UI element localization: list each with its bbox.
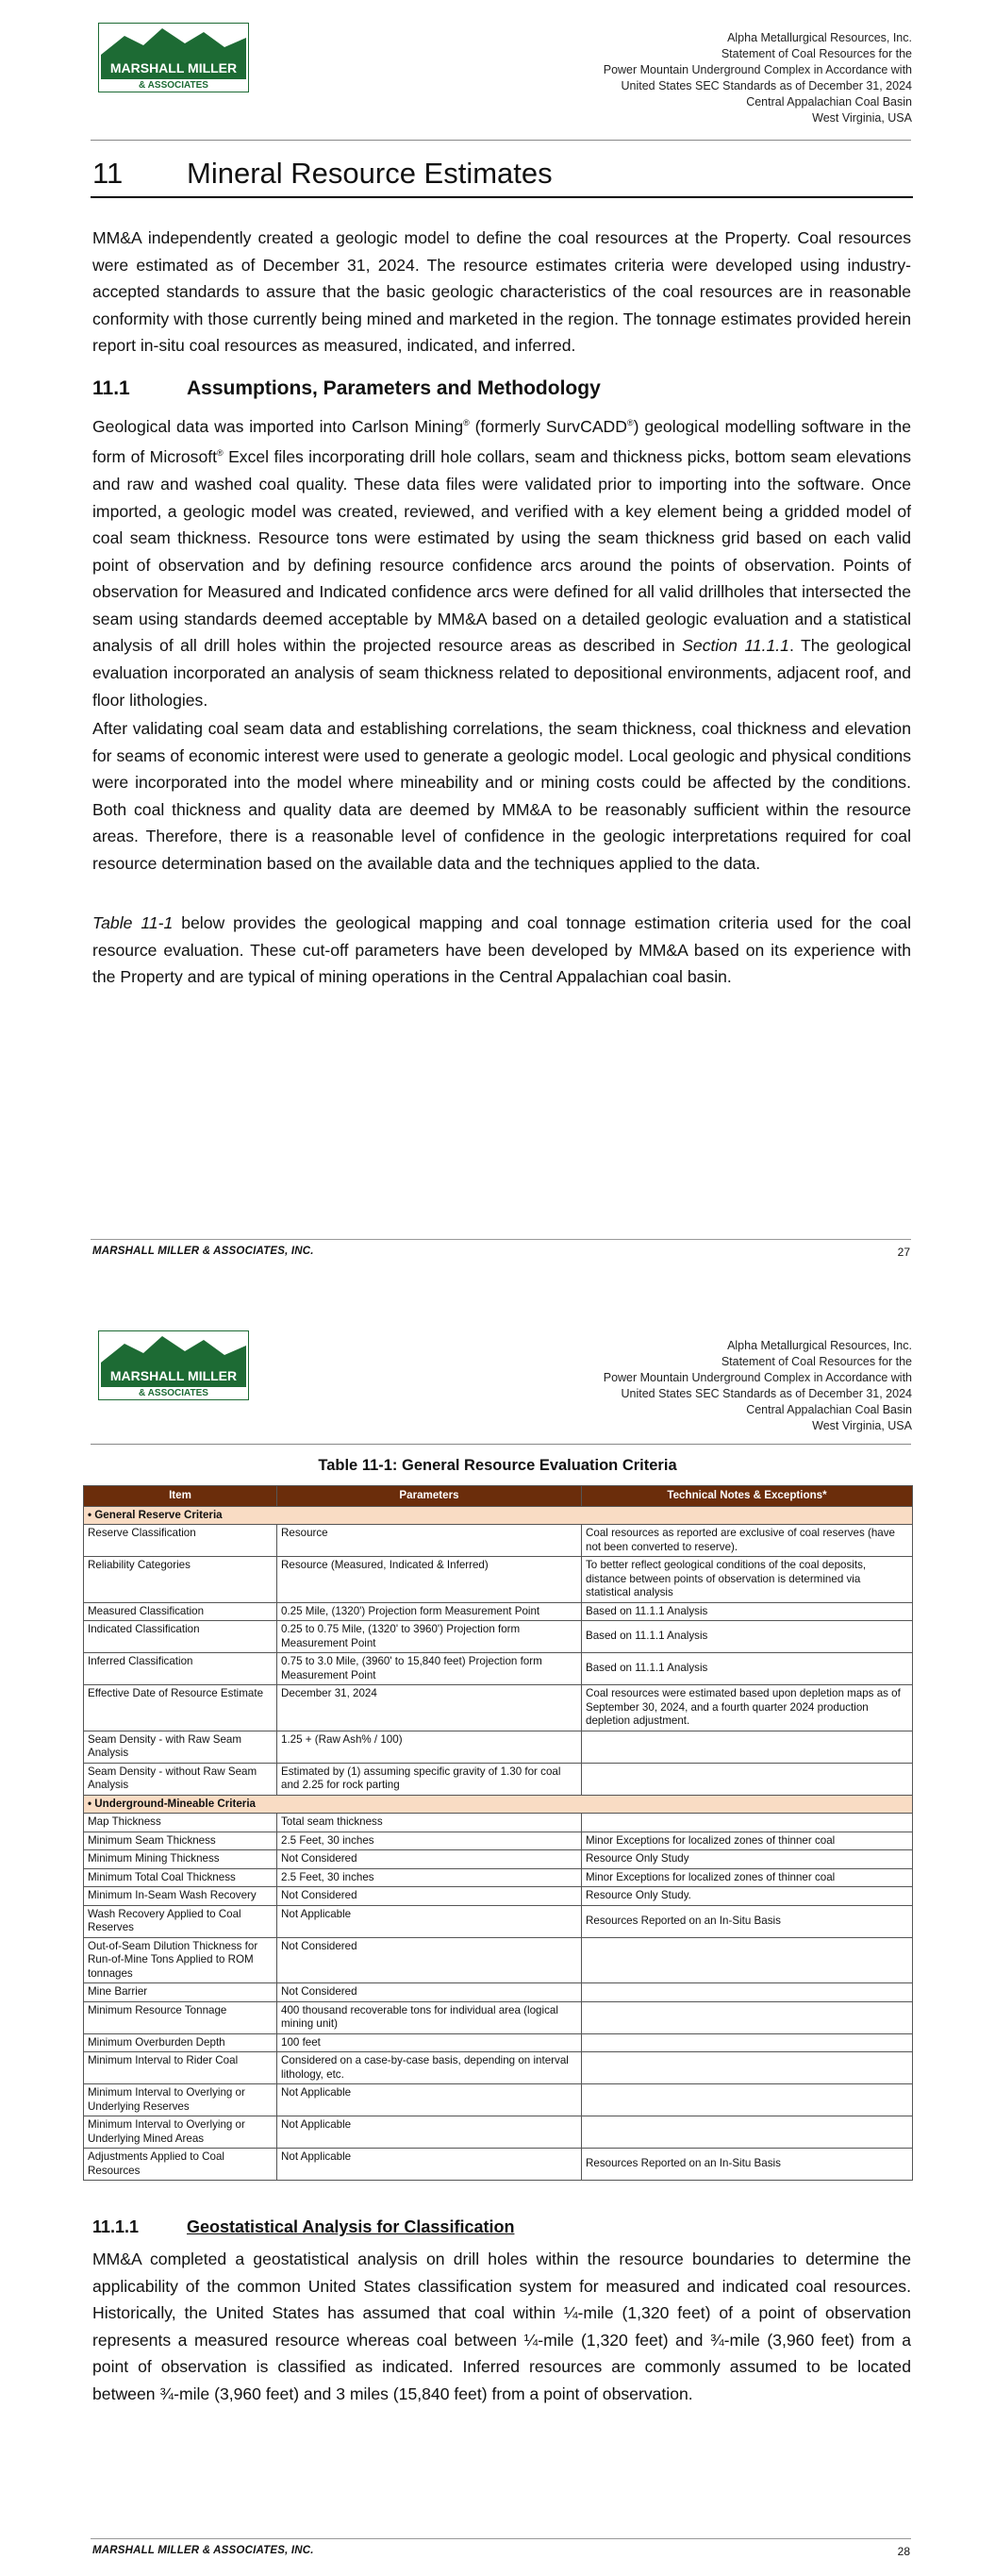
table-row — [84, 1814, 913, 1832]
cell-notes: To better reflect geological conditions of the coal deposits, distance between points of observation is determined via statistical analysis — [582, 1557, 913, 1603]
col-item: Item — [84, 1486, 277, 1507]
page-number: 28 — [897, 2545, 910, 2558]
table-row — [84, 1525, 913, 1557]
table-intro-paragraph: Table 11-1 below provides the geological mapping and coal tonnage estimation criteria used for the coal resource evaluation. These cut-off parameters have been developed by MM&A based on its experience with the Property and are typical of mining operations in the Central Appalachian coal basin. — [92, 913, 911, 987]
cell-notes: Based on 11.1.1 Analysis — [582, 1621, 913, 1653]
cell-parameters: 2.5 Feet, 30 inches — [277, 1868, 582, 1887]
cell-notes — [582, 2116, 913, 2149]
cell-notes — [582, 1814, 913, 1832]
cell-item: Minimum Seam Thickness — [84, 1832, 277, 1850]
cell-parameters: Not Considered — [277, 1850, 582, 1869]
table-row — [84, 1653, 913, 1685]
methodology-paragraph: Geological data was imported into Carlson Mining® (formerly SurvCADD®) geological modelling software in the form of Microsoft® Excel files incorporating drill hole collars, seam and thickness picks, bottom seam elevations and raw and washed coal quality. These data files were validated prior to importing into the software. Once imported, a geologic model was created, reviewed, and verified with a key element being a gridded model of coal seam thickness. Resource tons were estimated by using the seam thickness grid based on each valid point of observation and by defining resource confidence arcs around the points of observation. Points of observation for Measured and Indicated confidence arcs were defined for all valid drillholes that intersected the seam using standards deemed acceptable by MM&A based on a detailed geologic evaluation and a statistical analysis of all drill holes within the projected resource areas as described in Section 11.1.1. The geological evaluation incorporated an analysis of seam thickness related to depositional environments, adjacent roof, and floor lithologies. — [92, 416, 912, 710]
table-row — [84, 2033, 913, 2052]
cell-parameters: Not Considered — [277, 1937, 582, 1983]
page-28 — [0, 1312, 995, 2576]
table-row — [84, 2001, 913, 2033]
cell-item: Minimum Interval to Overlying or Underlying Mined Areas — [84, 2116, 277, 2149]
validation-paragraph: After validating coal seam data and establishing correlations, the seam thickness, coal thickness and elevation for seams of economic interest were used to generate a geologic model. Local geologic and physical conditions were incorporated into the model where mineability and or mining costs could be affected by the conditions. Both coal thickness and quality data are deemed by MM&A to be reasonably sufficient within the resource areas. Therefore, there is a reasonable level of confidence in the geologic interpretations required for coal resource determination based on the available data and the techniques applied to the data. — [92, 719, 911, 873]
table-row — [84, 1763, 913, 1795]
svg-text:MARSHALL MILLER: MARSHALL MILLER — [109, 60, 238, 75]
section-rule — [91, 196, 913, 198]
cell-item: Reliability Categories — [84, 1557, 277, 1603]
cell-item: Minimum In-Seam Wash Recovery — [84, 1887, 277, 1906]
cell-parameters: Resource (Measured, Indicated & Inferred) — [277, 1557, 582, 1603]
group-label: • Underground-Mineable Criteria — [84, 1795, 913, 1814]
cell-notes: Resources Reported on an In-Situ Basis — [582, 1905, 913, 1937]
cell-item: Map Thickness — [84, 1814, 277, 1832]
cell-item: Indicated Classification — [84, 1621, 277, 1653]
table-row — [84, 2149, 913, 2181]
table-row — [84, 2084, 913, 2116]
cell-item: Minimum Interval to Overlying or Underlying Reserves — [84, 2084, 277, 2116]
cell-parameters: 0.25 to 0.75 Mile, (1320' to 3960') Projection form Measurement Point — [277, 1621, 582, 1653]
cell-item: Adjustments Applied to Coal Resources — [84, 2149, 277, 2181]
cell-parameters: 400 thousand recoverable tons for individual area (logical mining unit) — [277, 2001, 582, 2033]
table-row — [84, 1557, 913, 1603]
cell-notes: Resources Reported on an In-Situ Basis — [582, 2149, 913, 2181]
page-header-text: Alpha Metallurgical Resources, Inc. Statement of Coal Resources for the Power Mountain Underground Complex in Accordance with United States SEC Standards as of December 31, 2024 Central Appalachian Coal Basin West Virginia, USA — [603, 31, 912, 125]
cell-parameters: Not Considered — [277, 1887, 582, 1906]
table-row — [84, 1887, 913, 1906]
header-rule — [91, 140, 911, 141]
section-reference[interactable]: Section 11.1.1 — [682, 636, 789, 656]
geostat-paragraph: MM&A completed a geostatistical analysis on drill holes within the resource boundaries to determine the applicability of the common United States classification system for measured and indicated coal resources. Historically, the United States has assumed that coal within ¼-mile (1,320 feet) of a point of observation represents a measured resource whereas coal between ¼-mile (1,320 feet) and ¾-mile (3,960 feet) from a point of observation is classified as indicated. Inferred resources are commonly assumed to be located between ¾-mile (3,960 feet) and 3 miles (15,840 feet) from a point of observation. — [92, 2250, 911, 2403]
intro-paragraph: MM&A independently created a geologic model to define the coal resources at the Property. Coal resources were estimated as of December 31, 2024. The resource estimates criteria were developed using industry-accepted standards to assure that the basic geologic characteristics of the coal resources are in reasonable conformity with those currently being mined and marketed in the region. The tonnage estimates provided herein report in-situ coal resources as measured, indicated, and inferred. — [92, 228, 911, 356]
table-row — [84, 1937, 913, 1983]
section-heading: 11 Mineral Resource Estimates — [92, 157, 553, 190]
cell-parameters: 0.25 Mile, (1320') Projection form Measurement Point — [277, 1602, 582, 1621]
table-row — [84, 1868, 913, 1887]
cell-parameters: 100 feet — [277, 2033, 582, 2052]
cell-parameters: Estimated by (1) assuming specific gravity of 1.30 for coal and 2.25 for rock parting — [277, 1763, 582, 1795]
cell-notes — [582, 1763, 913, 1795]
cell-notes — [582, 1731, 913, 1763]
cell-parameters: Not Applicable — [277, 1905, 582, 1937]
svg-text:MARSHALL MILLER: MARSHALL MILLER — [109, 1368, 238, 1383]
svg-text:& ASSOCIATES: & ASSOCIATES — [139, 80, 208, 91]
cell-parameters: Not Considered — [277, 1983, 582, 2002]
table-row — [84, 1983, 913, 2002]
cell-parameters: 0.75 to 3.0 Mile, (3960' to 15,840 feet) Projection form Measurement Point — [277, 1653, 582, 1685]
table-body — [84, 1506, 913, 2181]
cell-parameters: Not Applicable — [277, 2149, 582, 2181]
svg-text:& ASSOCIATES: & ASSOCIATES — [139, 1388, 208, 1398]
cell-parameters: December 31, 2024 — [277, 1685, 582, 1731]
group-label: • General Reserve Criteria — [84, 1506, 913, 1525]
cell-notes: Coal resources as reported are exclusive of coal reserves (have not been converted to reserve). — [582, 1525, 913, 1557]
col-parameters: Parameters — [277, 1486, 582, 1507]
table-title: Table 11-1: General Resource Evaluation Criteria — [318, 1457, 677, 1474]
cell-notes — [582, 2001, 913, 2033]
cell-item: Seam Density - without Raw Seam Analysis — [84, 1763, 277, 1795]
cell-item: Reserve Classification — [84, 1525, 277, 1557]
cell-item: Wash Recovery Applied to Coal Reserves — [84, 1905, 277, 1937]
table-header-row — [84, 1486, 913, 1507]
cell-parameters: 2.5 Feet, 30 inches — [277, 1832, 582, 1850]
company-logo — [98, 23, 249, 92]
cell-parameters: Total seam thickness — [277, 1814, 582, 1832]
cell-item: Minimum Overburden Depth — [84, 2033, 277, 2052]
page-header-text: Alpha Metallurgical Resources, Inc. Statement of Coal Resources for the Power Mountain Underground Complex in Accordance with United States SEC Standards as of December 31, 2024 Central Appalachian Coal Basin West Virginia, USA — [603, 1339, 912, 1432]
table-row — [84, 1905, 913, 1937]
cell-parameters: 1.25 + (Raw Ash% / 100) — [277, 1731, 582, 1763]
col-technical-notes: Technical Notes & Exceptions* — [582, 1486, 913, 1507]
footer-firm: MARSHALL MILLER & ASSOCIATES, INC. — [92, 1246, 314, 1257]
cell-notes: Minor Exceptions for localized zones of thinner coal — [582, 1868, 913, 1887]
cell-parameters: Resource — [277, 1525, 582, 1557]
cell-parameters: Not Applicable — [277, 2084, 582, 2116]
cell-item: Minimum Interval to Rider Coal — [84, 2052, 277, 2084]
page-27 — [0, 0, 995, 1279]
page-number: 27 — [897, 1246, 910, 1259]
table-row — [84, 1731, 913, 1763]
cell-notes: Based on 11.1.1 Analysis — [582, 1602, 913, 1621]
cell-item: Effective Date of Resource Estimate — [84, 1685, 277, 1731]
cell-item: Minimum Resource Tonnage — [84, 2001, 277, 2033]
table-row — [84, 1832, 913, 1850]
cell-notes — [582, 2084, 913, 2116]
cell-item: Out-of-Seam Dilution Thickness for Run-of-Mine Tons Applied to ROM tonnages — [84, 1937, 277, 1983]
cell-notes: Resource Only Study. — [582, 1887, 913, 1906]
table-group-row — [84, 1795, 913, 1814]
subsection-heading: 11.1 Assumptions, Parameters and Methodology — [92, 377, 601, 399]
table-group-row — [84, 1506, 913, 1525]
footer-firm: MARSHALL MILLER & ASSOCIATES, INC. — [92, 2545, 314, 2556]
criteria-table — [83, 1485, 913, 2181]
cell-item: Inferred Classification — [84, 1653, 277, 1685]
cell-parameters: Not Applicable — [277, 2116, 582, 2149]
cell-notes — [582, 2033, 913, 2052]
subsubsection-heading: 11.1.1 Geostatistical Analysis for Classification — [92, 2217, 515, 2236]
cell-item: Mine Barrier — [84, 1983, 277, 2002]
cell-notes — [582, 1983, 913, 2002]
cell-item: Measured Classification — [84, 1602, 277, 1621]
cell-notes — [582, 2052, 913, 2084]
table-row — [84, 1685, 913, 1731]
cell-item: Minimum Total Coal Thickness — [84, 1868, 277, 1887]
cell-notes: Coal resources were estimated based upon depletion maps as of September 30, 2024, and a fourth quarter 2024 production depletion adjustment. — [582, 1685, 913, 1731]
cell-item: Minimum Mining Thickness — [84, 1850, 277, 1869]
table-reference[interactable]: Table 11-1 — [92, 913, 174, 932]
table-row — [84, 1850, 913, 1869]
cell-notes: Based on 11.1.1 Analysis — [582, 1653, 913, 1685]
footer-rule — [91, 1239, 911, 1240]
table-row — [84, 1602, 913, 1621]
cell-parameters: Considered on a case-by-case basis, depending on interval lithology, etc. — [277, 2052, 582, 2084]
table-row — [84, 2052, 913, 2084]
cell-notes: Resource Only Study — [582, 1850, 913, 1869]
footer-rule — [91, 2538, 911, 2539]
table-row — [84, 1621, 913, 1653]
table-row — [84, 2116, 913, 2149]
company-logo — [98, 1330, 249, 1400]
cell-item: Seam Density - with Raw Seam Analysis — [84, 1731, 277, 1763]
cell-notes: Minor Exceptions for localized zones of thinner coal — [582, 1832, 913, 1850]
cell-notes — [582, 1937, 913, 1983]
header-rule — [91, 1444, 911, 1445]
page-gap — [0, 1279, 995, 1312]
